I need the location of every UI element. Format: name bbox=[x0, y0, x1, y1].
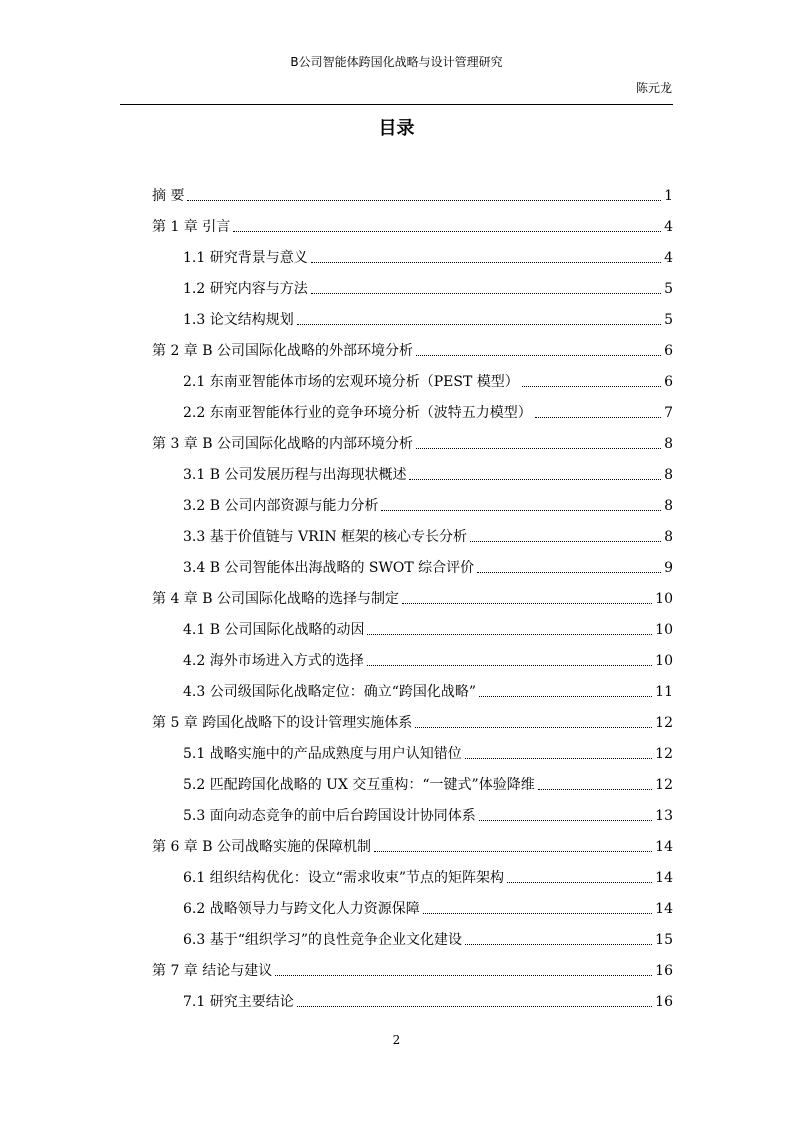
toc-entry-page: 5 bbox=[664, 280, 673, 297]
toc-entry-page: 8 bbox=[664, 435, 673, 452]
toc-entry-page: 14 bbox=[655, 838, 673, 855]
toc-section-entry[interactable] bbox=[152, 893, 673, 924]
toc-entry-page: 16 bbox=[655, 993, 673, 1010]
toc-entry-label: 第 7 章 结论与建议 bbox=[152, 962, 273, 979]
toc-dot-leader bbox=[311, 293, 661, 294]
toc-section-entry[interactable] bbox=[152, 986, 673, 1017]
toc-dot-leader bbox=[507, 882, 652, 883]
toc-entry-page: 11 bbox=[655, 683, 673, 700]
toc-entry-page: 6 bbox=[664, 342, 673, 359]
toc-entry-page: 13 bbox=[655, 807, 673, 824]
toc-dot-leader bbox=[465, 758, 652, 759]
toc-dot-leader bbox=[538, 789, 652, 790]
toc-section-entry[interactable] bbox=[152, 738, 673, 769]
toc-entry-label: 4.1 B 公司国际化战略的动因 bbox=[183, 621, 365, 638]
toc-entry-label: 5.2 匹配跨国化战略的 UX 交互重构：“一键式”体验降维 bbox=[183, 776, 535, 793]
toc-entry-label: 7.1 研究主要结论 bbox=[183, 993, 294, 1010]
toc-dot-leader bbox=[479, 820, 652, 821]
toc-entry-label: 第 1 章 引言 bbox=[152, 218, 231, 235]
toc-entry-page: 7 bbox=[664, 404, 673, 421]
toc-entry-page: 14 bbox=[655, 869, 673, 886]
toc-dot-leader bbox=[409, 479, 661, 480]
toc-entry-label: 第 6 章 B 公司战略实施的保障机制 bbox=[152, 838, 371, 855]
toc-entry-label: 第 3 章 B 公司国际化战略的内部环境分析 bbox=[152, 435, 413, 452]
toc-entry-label: 第 5 章 跨国化战略下的设计管理实施体系 bbox=[152, 714, 413, 731]
toc-entry-page: 4 bbox=[664, 218, 673, 235]
toc-chapter-entry[interactable] bbox=[152, 955, 673, 986]
toc-entry-label: 5.3 面向动态竞争的前中后台跨国设计协同体系 bbox=[183, 807, 476, 824]
toc-entry-page: 8 bbox=[664, 528, 673, 545]
toc-dot-leader bbox=[187, 200, 661, 201]
toc-dot-leader bbox=[297, 1006, 652, 1007]
toc-entry-label: 1.1 研究背景与意义 bbox=[183, 249, 308, 266]
toc-section-entry[interactable] bbox=[152, 304, 673, 335]
toc-section-entry[interactable] bbox=[152, 521, 673, 552]
toc-entry-page: 1 bbox=[664, 187, 673, 204]
toc-entry-label: 6.1 组织结构优化：设立“需求收束”节点的矩阵架构 bbox=[183, 869, 505, 886]
toc-chapter-entry[interactable] bbox=[152, 180, 673, 211]
toc-dot-leader bbox=[535, 417, 661, 418]
toc-entry-page: 5 bbox=[664, 311, 673, 328]
toc-section-entry[interactable] bbox=[152, 924, 673, 955]
toc-dot-leader bbox=[233, 231, 661, 232]
toc-dot-leader bbox=[367, 634, 652, 635]
toc-entry-page: 10 bbox=[655, 590, 673, 607]
table-of-contents bbox=[152, 180, 673, 1017]
toc-entry-page: 12 bbox=[655, 714, 673, 731]
toc-chapter-entry[interactable] bbox=[152, 583, 673, 614]
toc-entry-label: 第 2 章 B 公司国际化战略的外部环境分析 bbox=[152, 342, 413, 359]
toc-dot-leader bbox=[311, 262, 661, 263]
toc-entry-label: 2.2 东南亚智能体行业的竞争环境分析（波特五力模型） bbox=[183, 404, 532, 421]
toc-section-entry[interactable] bbox=[152, 366, 673, 397]
toc-chapter-entry[interactable] bbox=[152, 707, 673, 738]
page-number: 2 bbox=[392, 1033, 401, 1047]
toc-dot-leader bbox=[522, 386, 661, 387]
toc-dot-leader bbox=[402, 603, 652, 604]
toc-section-entry[interactable] bbox=[152, 676, 673, 707]
toc-entry-page: 8 bbox=[664, 497, 673, 514]
toc-dot-leader bbox=[470, 541, 661, 542]
toc-section-entry[interactable] bbox=[152, 769, 673, 800]
toc-entry-label: 3.1 B 公司发展历程与出海现状概述 bbox=[183, 466, 407, 483]
toc-dot-leader bbox=[381, 510, 661, 511]
toc-entry-page: 14 bbox=[655, 900, 673, 917]
running-header-title: B公司智能体跨国化战略与设计管理研究 bbox=[290, 55, 503, 69]
toc-entry-label: 第 4 章 B 公司国际化战略的选择与制定 bbox=[152, 590, 399, 607]
toc-section-entry[interactable] bbox=[152, 862, 673, 893]
toc-entry-page: 6 bbox=[664, 373, 673, 390]
toc-chapter-entry[interactable] bbox=[152, 335, 673, 366]
toc-dot-leader bbox=[423, 913, 652, 914]
toc-section-entry[interactable] bbox=[152, 552, 673, 583]
toc-entry-page: 16 bbox=[655, 962, 673, 979]
toc-dot-leader bbox=[479, 696, 652, 697]
toc-section-entry[interactable] bbox=[152, 242, 673, 273]
toc-dot-leader bbox=[415, 727, 652, 728]
toc-entry-label: 1.2 研究内容与方法 bbox=[183, 280, 308, 297]
toc-entry-label: 3.3 基于价值链与 VRIN 框架的核心专长分析 bbox=[183, 528, 468, 545]
toc-entry-page: 4 bbox=[664, 249, 673, 266]
toc-entry-label: 3.4 B 公司智能体出海战略的 SWOT 综合评价 bbox=[183, 559, 475, 576]
toc-section-entry[interactable] bbox=[152, 397, 673, 428]
header-divider bbox=[120, 104, 673, 105]
toc-entry-label: 4.2 海外市场进入方式的选择 bbox=[183, 652, 364, 669]
toc-entry-page: 8 bbox=[664, 466, 673, 483]
toc-entry-label: 5.1 战略实施中的产品成熟度与用户认知错位 bbox=[183, 745, 462, 762]
toc-entry-label: 6.2 战略领导力与跨文化人力资源保障 bbox=[183, 900, 420, 917]
toc-section-entry[interactable] bbox=[152, 645, 673, 676]
toc-section-entry[interactable] bbox=[152, 459, 673, 490]
toc-heading: 目录 bbox=[378, 118, 415, 139]
toc-section-entry[interactable] bbox=[152, 490, 673, 521]
toc-dot-leader bbox=[374, 851, 652, 852]
toc-entry-label: 2.1 东南亚智能体市场的宏观环境分析（PEST 模型） bbox=[183, 373, 519, 390]
toc-dot-leader bbox=[297, 324, 661, 325]
toc-dot-leader bbox=[367, 665, 652, 666]
toc-entry-label: 6.3 基于“组织学习”的良性竞争企业文化建设 bbox=[183, 931, 463, 948]
toc-dot-leader bbox=[416, 355, 661, 356]
toc-entry-page: 10 bbox=[655, 652, 673, 669]
toc-dot-leader bbox=[275, 975, 652, 976]
toc-dot-leader bbox=[465, 944, 652, 945]
toc-dot-leader bbox=[477, 572, 661, 573]
toc-entry-page: 12 bbox=[655, 776, 673, 793]
toc-dot-leader bbox=[416, 448, 661, 449]
toc-section-entry[interactable] bbox=[152, 273, 673, 304]
toc-section-entry[interactable] bbox=[152, 614, 673, 645]
toc-entry-label: 摘 要 bbox=[152, 187, 185, 204]
toc-entry-page: 9 bbox=[664, 559, 673, 576]
toc-entry-label: 3.2 B 公司内部资源与能力分析 bbox=[183, 497, 379, 514]
toc-entry-label: 1.3 论文结构规划 bbox=[183, 311, 294, 328]
running-header-author: 陈元龙 bbox=[635, 81, 672, 95]
toc-entry-page: 12 bbox=[655, 745, 673, 762]
toc-entry-label: 4.3 公司级国际化战略定位：确立“跨国化战略” bbox=[183, 683, 477, 700]
toc-section-entry[interactable] bbox=[152, 800, 673, 831]
toc-chapter-entry[interactable] bbox=[152, 211, 673, 242]
toc-chapter-entry[interactable] bbox=[152, 831, 673, 862]
toc-chapter-entry[interactable] bbox=[152, 428, 673, 459]
toc-entry-page: 10 bbox=[655, 621, 673, 638]
toc-entry-page: 15 bbox=[655, 931, 673, 948]
